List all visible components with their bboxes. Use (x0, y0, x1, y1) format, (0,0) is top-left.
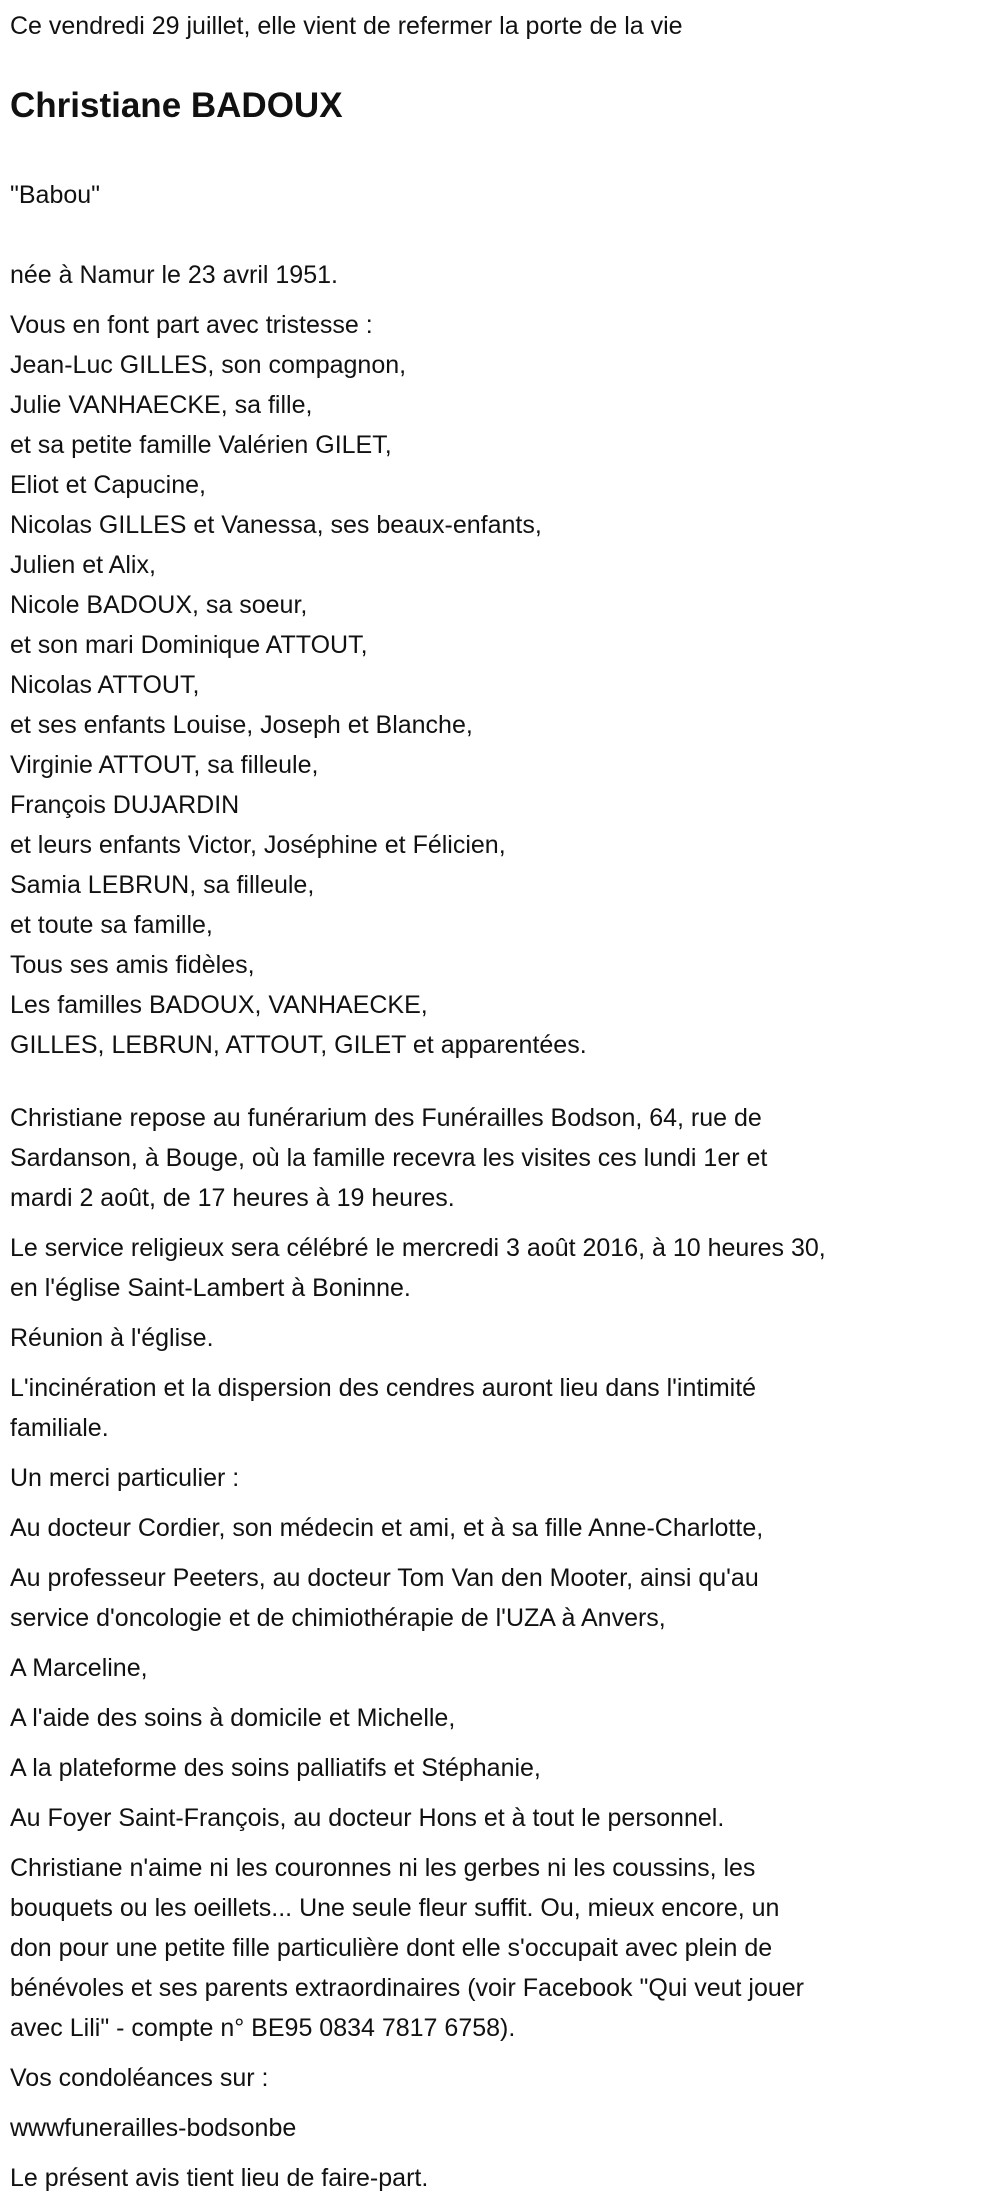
thanks-line: service d'oncologie et de chimiothérapie de l'UZA à Anvers, (10, 1604, 666, 1632)
family-line: et ses enfants Louise, Joseph et Blanche, (10, 711, 473, 739)
thanks-line: Au professeur Peeters, au docteur Tom Van den Mooter, ainsi qu'au (10, 1564, 759, 1592)
cremation-info (10, 1368, 995, 1448)
condolences-label (10, 2058, 995, 2098)
notice-body (10, 255, 995, 2208)
condolences-site (10, 2108, 995, 2148)
family-line: Tous ses amis fidèles, (10, 951, 255, 979)
family-line: Samia LEBRUN, sa filleule, (10, 871, 315, 899)
flowers-line: avec Lili" - compte n° BE95 0834 7817 6758). (10, 2014, 516, 2042)
condolences-label-line: Vos condoléances sur : (10, 2064, 269, 2092)
meeting-info (10, 1318, 995, 1358)
service-line: Le service religieux sera célébré le mercredi 3 août 2016, à 10 heures 30, (10, 1234, 826, 1262)
visitation-line: Sardanson, à Bouge, où la famille recevra les visites ces lundi 1er et (10, 1144, 768, 1172)
thanks-heading-line: Un merci particulier : (10, 1464, 240, 1492)
thanks-item (10, 1558, 995, 1638)
birth-info (10, 255, 995, 295)
thanks-line: A la plateforme des soins palliatifs et Stéphanie, (10, 1754, 541, 1782)
thanks-item (10, 1648, 995, 1688)
family-line: GILLES, LEBRUN, ATTOUT, GILET et apparentées. (10, 1031, 587, 1059)
family-line: et son mari Dominique ATTOUT, (10, 631, 368, 659)
nickname: "Babou" (10, 181, 101, 209)
family-line: et sa petite famille Valérien GILET, (10, 431, 392, 459)
family-announcement (10, 305, 995, 1065)
flowers-line: don pour une petite fille particulière dont elle s'occupait avec plein de (10, 1934, 773, 1962)
family-line: Eliot et Capucine, (10, 471, 206, 499)
flowers-donation-info (10, 1848, 995, 2048)
thanks-line: A Marceline, (10, 1654, 148, 1682)
family-line: Virginie ATTOUT, sa filleule, (10, 751, 319, 779)
family-line: Les familles BADOUX, VANHAECKE, (10, 991, 428, 1019)
flowers-line: bouquets ou les oeillets... Une seule fleur suffit. Ou, mieux encore, un (10, 1894, 780, 1922)
family-line: Jean-Luc GILLES, son compagnon, (10, 351, 407, 379)
birth-line: née à Namur le 23 avril 1951. (10, 261, 338, 289)
flowers-line: bénévoles et ses parents extraordinaires (voir Facebook "Qui veut jouer (10, 1974, 805, 2002)
visitation-line: Christiane repose au funérarium des Funérailles Bodson, 64, rue de (10, 1104, 762, 1132)
cremation-line: familiale. (10, 1414, 109, 1442)
service-line: en l'église Saint-Lambert à Boninne. (10, 1274, 411, 1302)
thanks-item (10, 1748, 995, 1788)
deceased-name: Christiane BADOUX (10, 86, 343, 125)
family-line: Nicole BADOUX, sa soeur, (10, 591, 308, 619)
meeting-line: Réunion à l'église. (10, 1324, 214, 1352)
thanks-line: A l'aide des soins à domicile et Michelle, (10, 1704, 456, 1732)
thanks-heading (10, 1458, 995, 1498)
closing-note (10, 2158, 995, 2198)
intro-line: Ce vendredi 29 juillet, elle vient de refermer la porte de la vie (10, 12, 683, 40)
family-heading: Vous en font part avec tristesse : (10, 311, 373, 339)
family-line: et toute sa famille, (10, 911, 213, 939)
cremation-line: L'incinération et la dispersion des cendres auront lieu dans l'intimité (10, 1374, 757, 1402)
thanks-item (10, 1798, 995, 1838)
family-line: Nicolas ATTOUT, (10, 671, 200, 699)
family-line: Julie VANHAECKE, sa fille, (10, 391, 313, 419)
family-line: François DUJARDIN (10, 791, 240, 819)
thanks-item (10, 1508, 995, 1548)
visitation-line: mardi 2 août, de 17 heures à 19 heures. (10, 1184, 455, 1212)
condolences-site-text: wwwfunerailles-bodsonbe (10, 2114, 297, 2142)
visitation-info (10, 1098, 995, 1218)
flowers-line: Christiane n'aime ni les couronnes ni les gerbes ni les coussins, les (10, 1854, 756, 1882)
thanks-item (10, 1698, 995, 1738)
closing-line: Le présent avis tient lieu de faire-part. (10, 2164, 429, 2192)
thanks-line: Au docteur Cordier, son médecin et ami, et à sa fille Anne-Charlotte, (10, 1514, 764, 1542)
service-info (10, 1228, 995, 1308)
family-line: et leurs enfants Victor, Joséphine et Félicien, (10, 831, 506, 859)
family-line: Julien et Alix, (10, 551, 156, 579)
family-line: Nicolas GILLES et Vanessa, ses beaux-enfants, (10, 511, 542, 539)
thanks-line: Au Foyer Saint-François, au docteur Hons et à tout le personnel. (10, 1804, 725, 1832)
